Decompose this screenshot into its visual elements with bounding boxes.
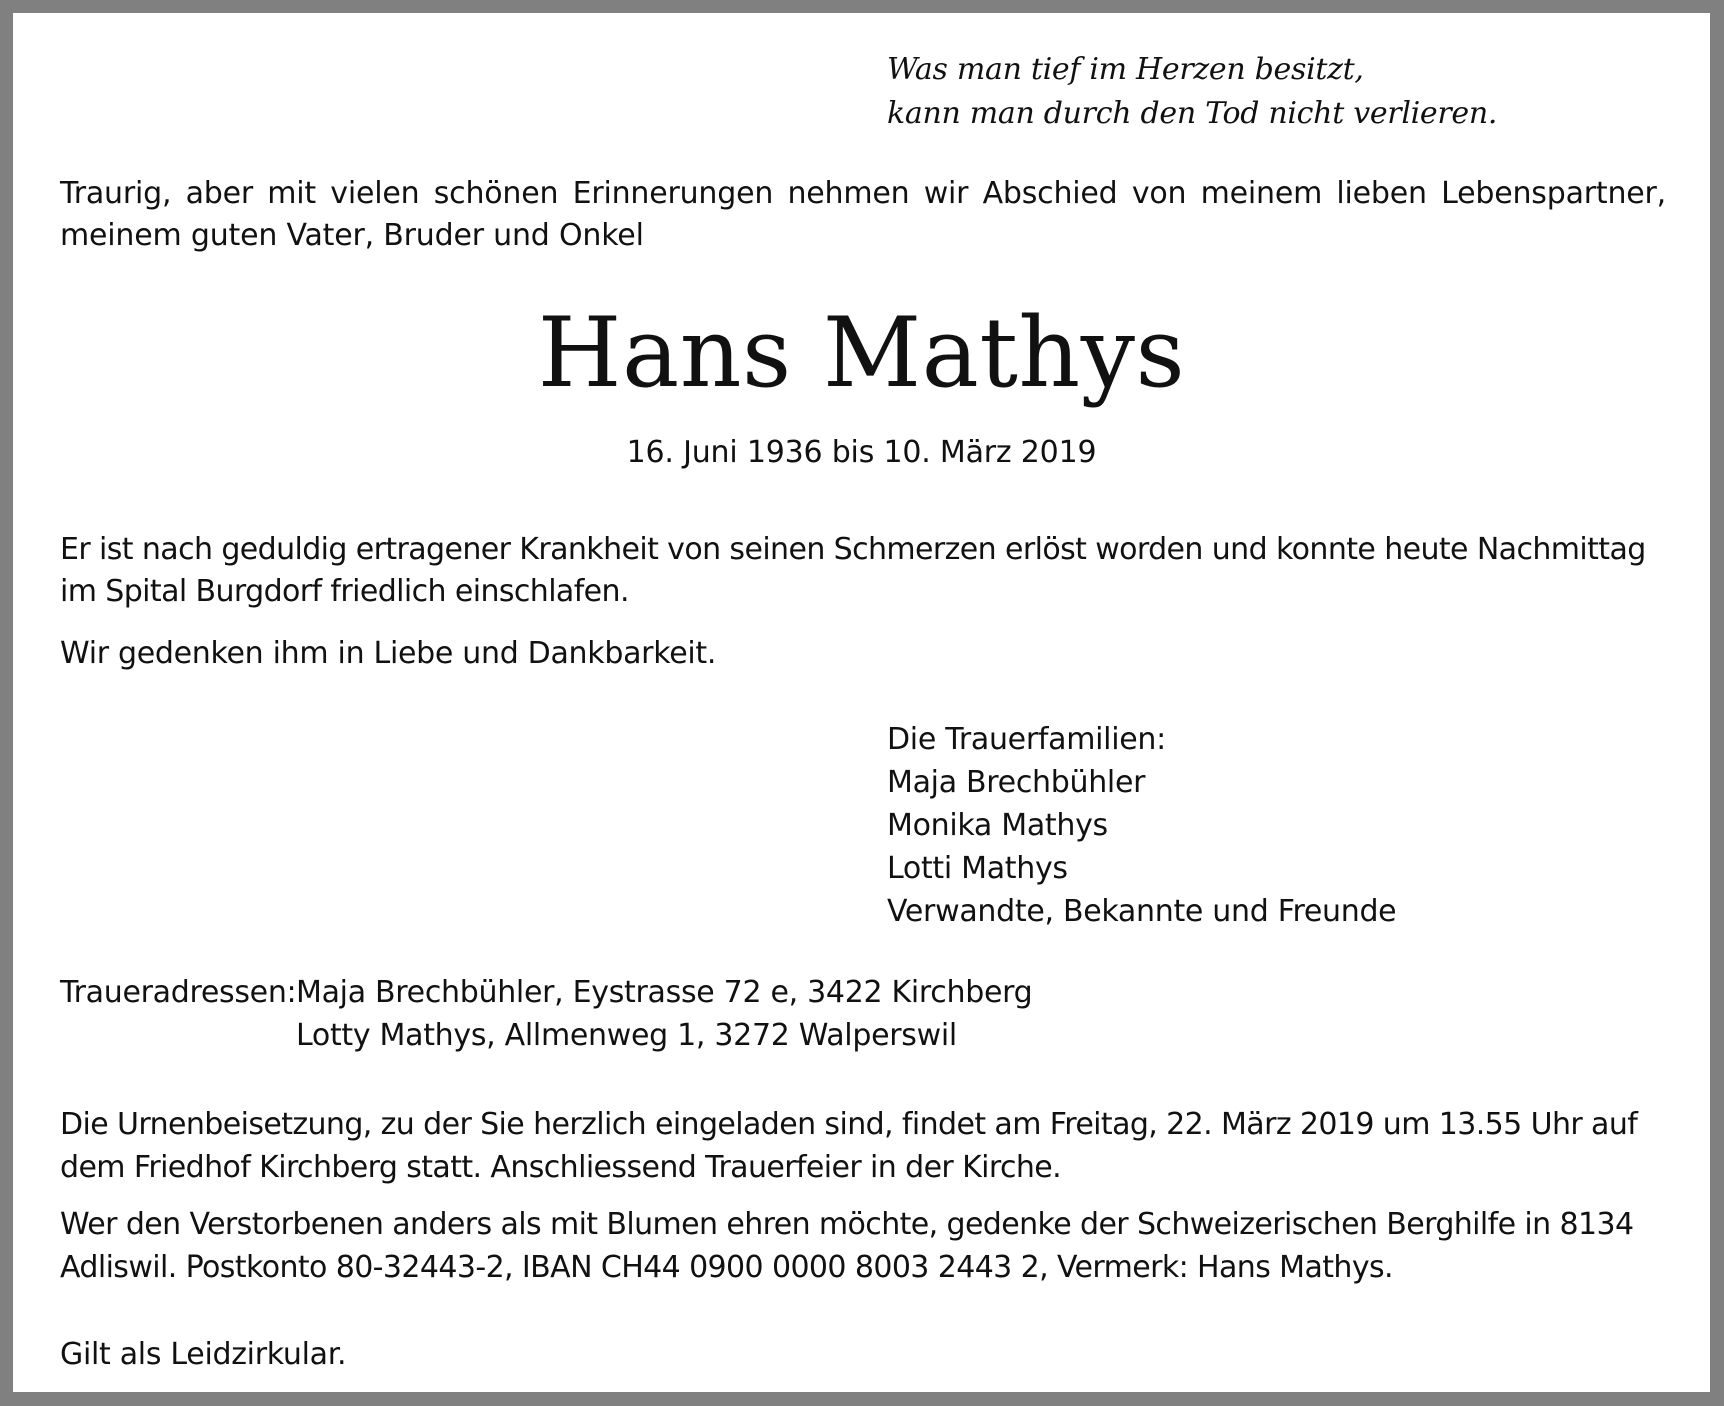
donation-paragraph: [60, 1203, 1670, 1289]
donation-line-1: Wer den Verstorbenen anders als mit Blumen ehren möchte, gedenke der Schweizerischen Berghilfe in 8134: [60, 1207, 1634, 1242]
family-member: Monika Mathys: [887, 808, 1108, 843]
obituary-notice: [13, 13, 1710, 1392]
remembrance-line: Wir gedenken ihm in Liebe und Dankbarkeit.: [60, 636, 717, 671]
address-line: Lotty Mathys, Allmenweg 1, 3272 Walperswil: [296, 1018, 957, 1053]
address-line: Maja Brechbühler, Eystrasse 72 e, 3422 Kirchberg: [296, 975, 1033, 1010]
funeral-line-2: dem Friedhof Kirchberg statt. Anschliessend Trauerfeier in der Kirche.: [60, 1150, 1062, 1185]
mourning-families: [887, 718, 1587, 933]
motto-line-1: Was man tief im Herzen besitzt,: [887, 52, 1364, 87]
message-paragraph: [60, 529, 1680, 613]
address-row: [60, 1014, 1160, 1057]
family-heading: Die Trauerfamilien:: [887, 722, 1166, 757]
family-member: Verwandte, Bekannte und Freunde: [887, 894, 1397, 929]
family-member: Lotti Mathys: [887, 851, 1068, 886]
address-row: [60, 971, 1160, 1014]
motto-line-2: kann man durch den Tod nicht verlieren.: [887, 96, 1498, 131]
closing-note: Gilt als Leidzirkular.: [60, 1337, 347, 1372]
remembrance-paragraph: [60, 633, 1660, 675]
address-label: Traueradressen:: [60, 975, 297, 1010]
funeral-line-1: Die Urnenbeisetzung, zu der Sie herzlich eingeladen sind, findet am Freitag, 22. März 2019 um 13.55 Uhr auf: [60, 1107, 1638, 1142]
address-label-spacer: [60, 1014, 296, 1057]
funeral-paragraph: [60, 1103, 1670, 1189]
life-dates: 16. Juni 1936 bis 10. März 2019: [626, 435, 1097, 470]
mourning-addresses: [60, 971, 1160, 1057]
donation-line-2: Adliswil. Postkonto 80-32443-2, IBAN CH44 0900 0000 8003 2443 2, Vermerk: Hans Mathys.: [60, 1250, 1393, 1285]
motto-quote: [887, 48, 1527, 136]
deceased-name: Hans Mathys: [537, 297, 1186, 409]
intro-paragraph: Traurig, aber mit vielen schönen Erinnerungen nehmen wir Abschied von meinem lieben Lebenspartner, meinem guten Vater, Bruder und Onkel: [60, 176, 1666, 253]
family-member: Maja Brechbühler: [887, 765, 1146, 800]
message-line-1: Er ist nach geduldig ertragener Krankheit von seinen Schmerzen erlöst worden und konnte heute Nachmittag: [60, 532, 1646, 567]
message-line-2: im Spital Burgdorf friedlich einschlafen.: [60, 574, 629, 609]
